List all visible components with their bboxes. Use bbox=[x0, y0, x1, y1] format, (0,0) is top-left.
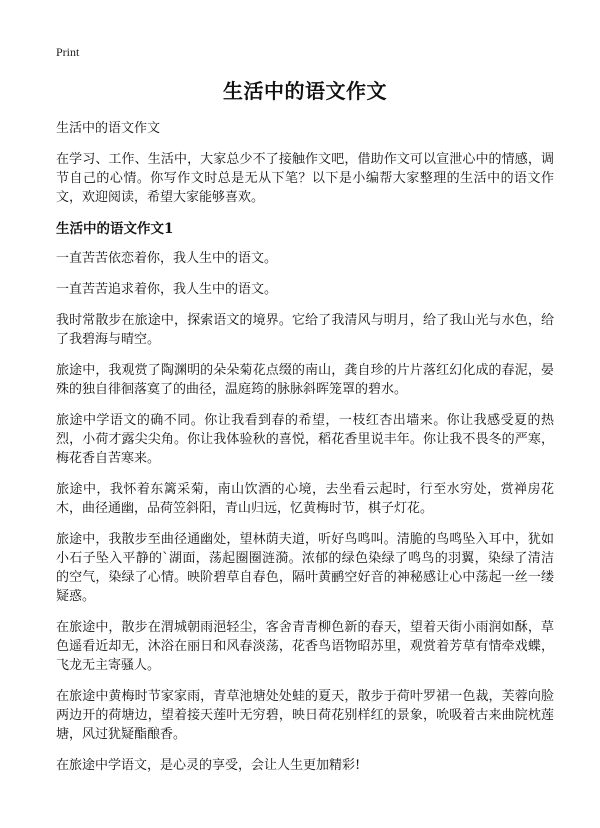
body-paragraph-7: 旅途中，我散步至曲径通幽处，望林荫夫道，听好鸟鸣叫。清脆的鸟鸣坠入耳中，犹如小石子坠入平静的`湖面，荡起圈圈涟漪。浓郁的绿色染绿了鸣鸟的羽翼，染绿了清洁的空气，染绿了心情。映阶碧草自春色，隔叶黄鹂空好音的神秘感让心中荡起一丝一缕疑惑。 bbox=[56, 532, 554, 604]
body-paragraph-9: 在旅途中黄梅时节家家雨，青草池塘处处蛙的夏天，散步于荷叶罗裙一色裁，芙蓉向脸两边开的荷塘边，望着接天莲叶无穷碧，映日荷花别样红的景象，吮吸着古来曲院枕莲塘，风过犹疑酯酿香。 bbox=[56, 689, 554, 742]
intro-paragraph: 在学习、工作、生活中，大家总少不了接触作文吧，借助作文可以宣泄心中的情感，调节自己的心情。你写作文时总是无从下笔？以下是小编帮大家整理的生活中的语文作文，欢迎阅读，希望大家能够喜欢。 bbox=[56, 152, 554, 205]
body-paragraph-3: 我时常散步在旅途中，探索语文的境界。它给了我清风与明月，给了我山光与水色，给了我碧海与晴空。 bbox=[56, 313, 554, 347]
body-paragraph-4: 旅途中，我观赏了陶渊明的朵朵菊花点缀的南山，龚自珍的片片落红幻化成的春泥，晏殊的独自徘徊落寞了的曲径，温庭筠的脉脉斜晖笼罩的碧水。 bbox=[56, 363, 554, 397]
body-paragraph-10: 在旅途中学语文，是心灵的享受，会让人生更加精彩! bbox=[56, 758, 361, 773]
document-page bbox=[56, 44, 554, 787]
body-paragraph-2: 一直苦苦追求着你，我人生中的语文。 bbox=[56, 282, 278, 297]
print-link[interactable]: Print bbox=[56, 45, 80, 59]
section-heading: 生活中的语文作文1 bbox=[56, 221, 174, 237]
body-paragraph-5: 旅途中学语文的确不同。你让我看到春的希望，一枝红杏出墙来。你让我感受夏的热烈，小荷才露尖尖角。你让我体验秋的喜悦，稻花香里说丰年。你让我不畏冬的严寒，梅花香自苦寒来。 bbox=[56, 413, 554, 466]
body-paragraph-6: 旅途中，我怀着东篱采菊，南山饮酒的心境，去坐看云起时，行至水穷处，赏禅房花木，曲径通幽，品荷笠斜阳，青山归远，忆黄梅时节，棋子灯花。 bbox=[56, 482, 554, 516]
body-paragraph-1: 一直苦苦依恋着你，我人生中的语文。 bbox=[56, 251, 278, 266]
document-title: 生活中的语文作文 bbox=[223, 79, 387, 103]
document-subtitle: 生活中的语文作文 bbox=[56, 121, 161, 136]
body-paragraph-8: 在旅途中，散步在渭城朝雨浥轻尘，客舍青青柳色新的春天，望着天街小雨润如酥，草色遥看近却无，沐浴在丽日和风春淡荡，花香鸟语物昭苏里，观赏着芳草有情牵戏蝶，飞龙无主寄骚人。 bbox=[56, 620, 554, 673]
